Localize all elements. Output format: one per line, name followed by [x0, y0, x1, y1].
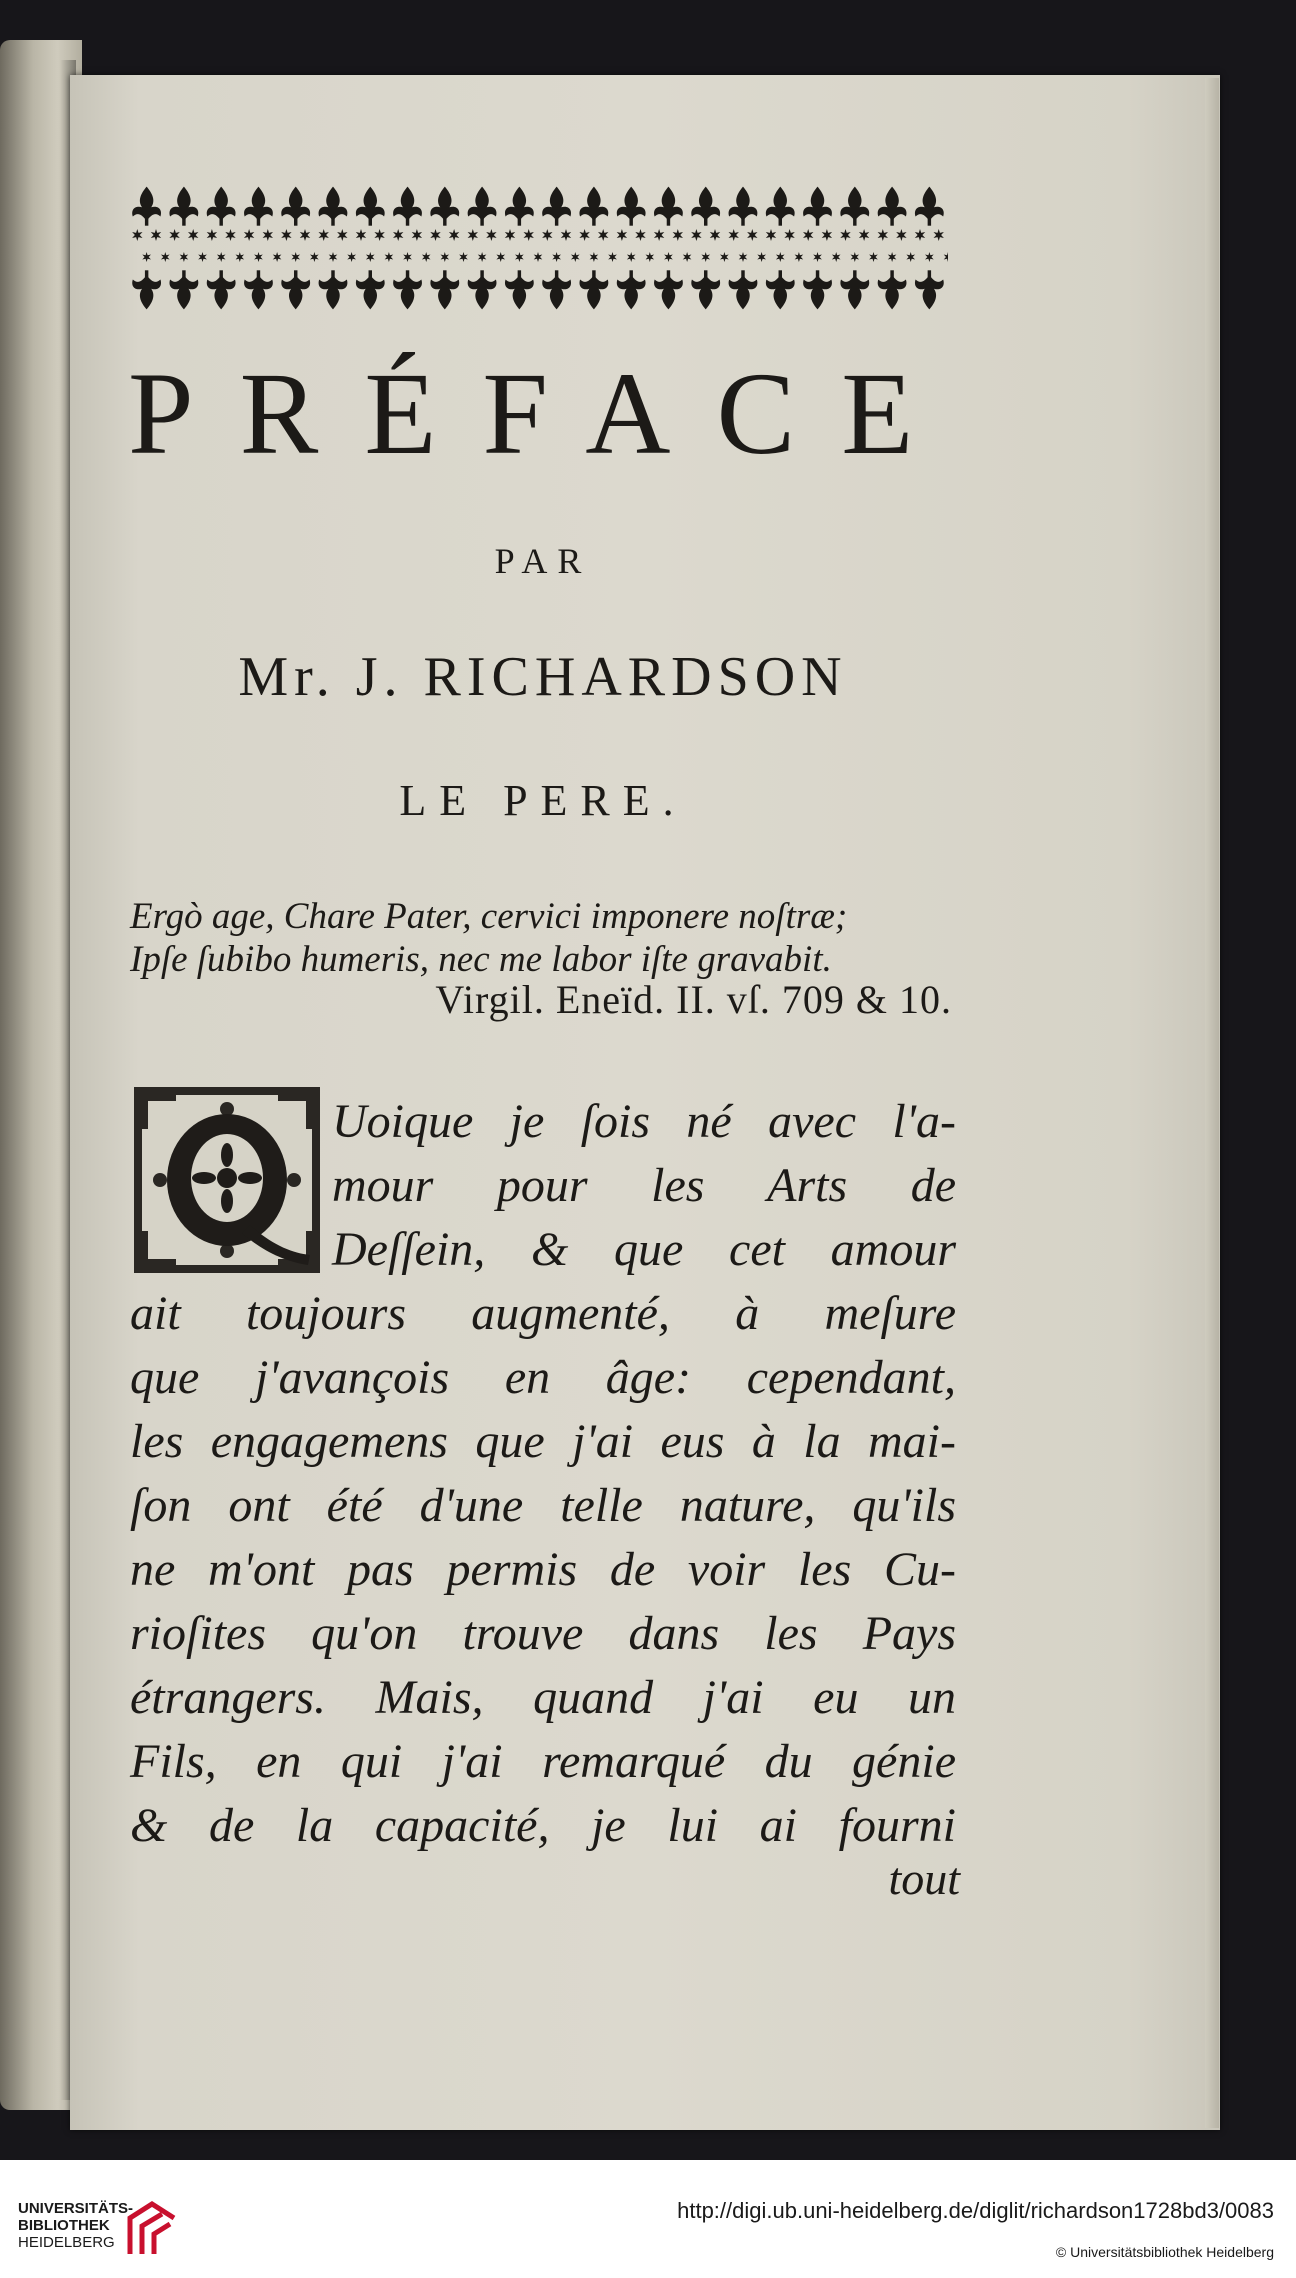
body-line: & de la capacité, je lui ai fourni: [130, 1799, 956, 1852]
epigraph-line-1: Ergò age, Chare Pater, cervici imponere noſtræ;: [130, 896, 848, 937]
logo-line-2: BIBLIOTHEK: [18, 2217, 110, 2234]
catchword: tout: [888, 1853, 960, 1904]
body-line: Fils, en qui j'ai remarqué du génie: [130, 1735, 956, 1788]
library-logo-text: [18, 2200, 133, 2251]
body-line: Deſſein, & que cet amour: [332, 1223, 956, 1276]
body-line: que j'avançois en âge: cependant,: [130, 1351, 956, 1404]
body-line: ne m'ont pas permis de voir les Cu-: [130, 1543, 956, 1596]
permalink-url[interactable]: http://digi.ub.uni-heidelberg.de/diglit/richardson1728bd3/0083: [677, 2198, 1274, 2223]
page-edge: [1205, 78, 1219, 2128]
printers-ornament-band: [128, 183, 948, 313]
logo-line-3: HEIDELBERG: [18, 2234, 115, 2251]
logo-line-1: UNIVERSITÄTS-: [18, 2200, 134, 2217]
epigraph-citation: Virgil. Eneïd. II. vſ. 709 & 10.: [435, 977, 952, 1022]
body-line: ait toujours augmenté, à meſure: [130, 1287, 956, 1340]
epigraph-line-2: Ipſe ſubibo humeris, nec me labor iſte gravabit.: [130, 939, 832, 980]
copyright-notice: © Universitätsbibliothek Heidelberg: [1055, 2244, 1274, 2260]
body-line: Uoique je ſois né avec l'a-: [332, 1095, 956, 1148]
drop-cap-q: [132, 1085, 322, 1275]
body-line: ſon ont été d'une telle nature, qu'ils: [130, 1479, 956, 1532]
body-line: rioſites qu'on trouve dans les Pays: [130, 1607, 956, 1660]
le-pere-line: LE PERE.: [399, 776, 687, 825]
page-title: PRÉFACE: [128, 348, 960, 479]
par-line: PAR: [494, 541, 592, 581]
author-name: Mr. J. RICHARDSON: [238, 646, 848, 708]
library-logo-icon: [124, 2196, 180, 2256]
footer-bar: [0, 2160, 1296, 2278]
epigraph: [130, 895, 962, 981]
body-line: étrangers. Mais, quand j'ai eu un: [130, 1671, 956, 1724]
body-line: les engagemens que j'ai eus à la mai-: [130, 1415, 956, 1468]
body-line: mour pour les Arts de: [332, 1159, 956, 1212]
